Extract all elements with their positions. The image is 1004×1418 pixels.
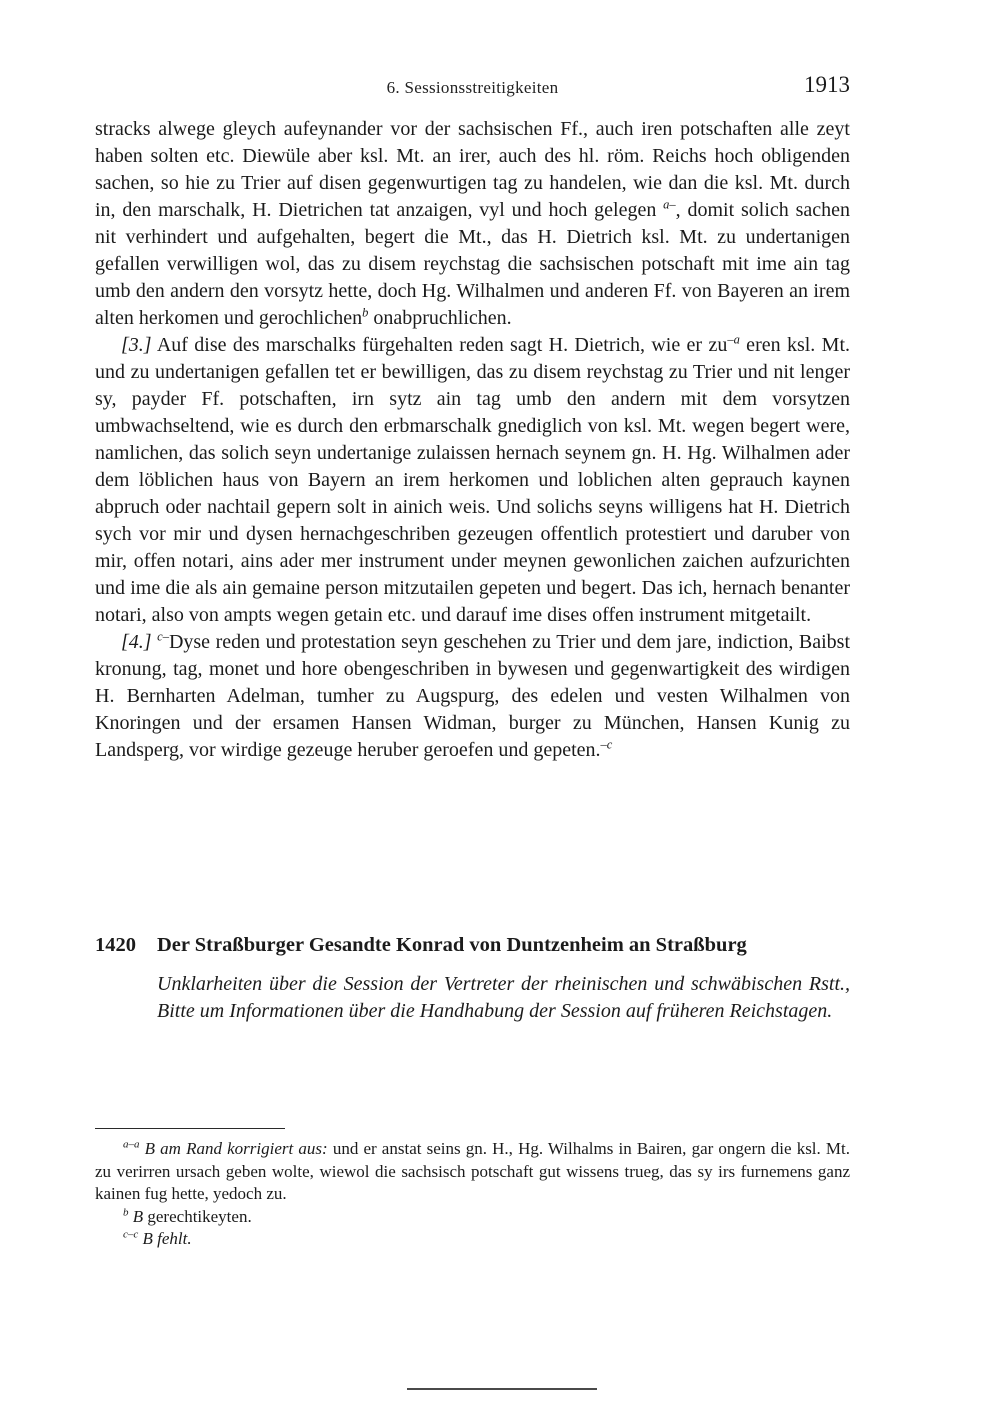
- bottom-rule: [407, 1388, 597, 1390]
- entry-1420: [95, 932, 850, 1025]
- body-paragraph-3: [3.] Auf dise des marschalks fürgehalten reden sagt H. Dietrich, wie er $zu^{-a}$ eren ksl. Mt. und zu undertanigen gefallen tet er bewilligen, das zu disem reychstag zu Trier und nit lenger sy, payder Ff. potschaften, irn sytz ain tag umb den andern mit dem vorsytzen umbwachseltend, wie es durch den erbmarschalk gnediglich von ksl. Mt. wegen begert were, namlichen, das solich seyn undertanige zulaissen hernach seynem gn. H. Hg. Wilhalmen ader dem löblichen haus von Bayern an irem herkomen und loblichen alten geprauch kaynen abpruch oder nachtail gepern solt in ainich weis. Und solichs seyns willigens hat H. Dietrich sych vor mir und dysen hernachgeschriben gezeugen offentlich protestiert und daruber von mir, offen notari, ains ader mer instrument under meynen gewonlichen zaichen aufzurichten und ime die als ain gemaine person mitzutailen gepeten und begert. Das ich, hernach benanter notari, also von ampts wegen getain etc. und darauf ime dises offen instrument mitgetailt.: [95, 332, 850, 626]
- footnotes-section: [95, 1128, 850, 1251]
- running-title: 6. Sessionsstreitigkeiten: [386, 78, 559, 97]
- entry-title: Der Straßburger Gesandte Konrad von Duntzenheim an Straßburg: [157, 934, 747, 956]
- page-number: 1913: [804, 72, 850, 97]
- body-paragraph-continuation: stracks alwege gleych aufeynander vor der sachsischen Ff., auch iren potschaften alle zeyt haben solten etc. Diewüle aber ksl. Mt. an irer, auch des hl. röm. Reichs hoch obligenden sachen, so hie zu Trier auf disen gegenwurtigen tag zu handelen, wie dan die ksl. Mt. durch in, den marschalk, H. Dietrichen tat anzaigen, vyl und hoch gelegen $^{a-}$, domit solich sachen nit verhindert und aufgehalten, begert die Mt., das H. Dietrich ksl. Mt. zu undertanigen gefallen verwilligen wol, das zu disem reychstag die sachsischen potschaft mit ime ain tag umb den andern den vorsytz hette, doch Hg. Wilhalmen und anderen Ff. von Bayeren an irem alten herkomen und gerochlichen$^b$ onabpruchlichen.: [95, 118, 850, 329]
- footnote-c: $^{c-c}$ B fehlt.: [123, 1228, 192, 1248]
- body-text: [95, 116, 850, 764]
- page-header: [95, 72, 850, 98]
- body-paragraph-4: [4.] $^{c-}$Dyse reden und protestation seyn geschehen zu Trier und dem jare, indiction, Baibst kronung, tag, monet und hore obengeschriben in bywesen und gegenwartigkeit des wirdigen H. Bernharten Adelman, tumher zu Augspurg, des edelen und vesten Wilhalmen von Knoringen und der ersamen Hansen Widman, burger zu München, Hansen Kunig zu Landsperg, vor wirdige gezeuge heruber geroefen und gepeten.$^{-c}$: [95, 629, 850, 761]
- footnote-a: $^{a-a}$ B am Rand korrigiert aus: und er anstat seins gn. H., Hg. Wilhalms in Bairen, gar ongern die ksl. Mt. zu verirren ursach geben wolte, wiewol die sachsisch potschaft gut wissens trueg, das sy irs furnemens ganz kainen fug hette, yedoch zu.: [95, 1138, 851, 1203]
- entry-summary: Unklarheiten über die Session der Vertreter der rheinischen und schwäbischen Rstt., Bitte um Informationen über die Handhabung der Session auf früheren Reichstagen.: [157, 973, 850, 1022]
- footnote-separator: [95, 1128, 285, 1129]
- entry-heading: [95, 932, 850, 959]
- footnote-b: $^b$ B gerechtikeyten.: [123, 1205, 252, 1226]
- entry-number: 1420: [95, 934, 136, 956]
